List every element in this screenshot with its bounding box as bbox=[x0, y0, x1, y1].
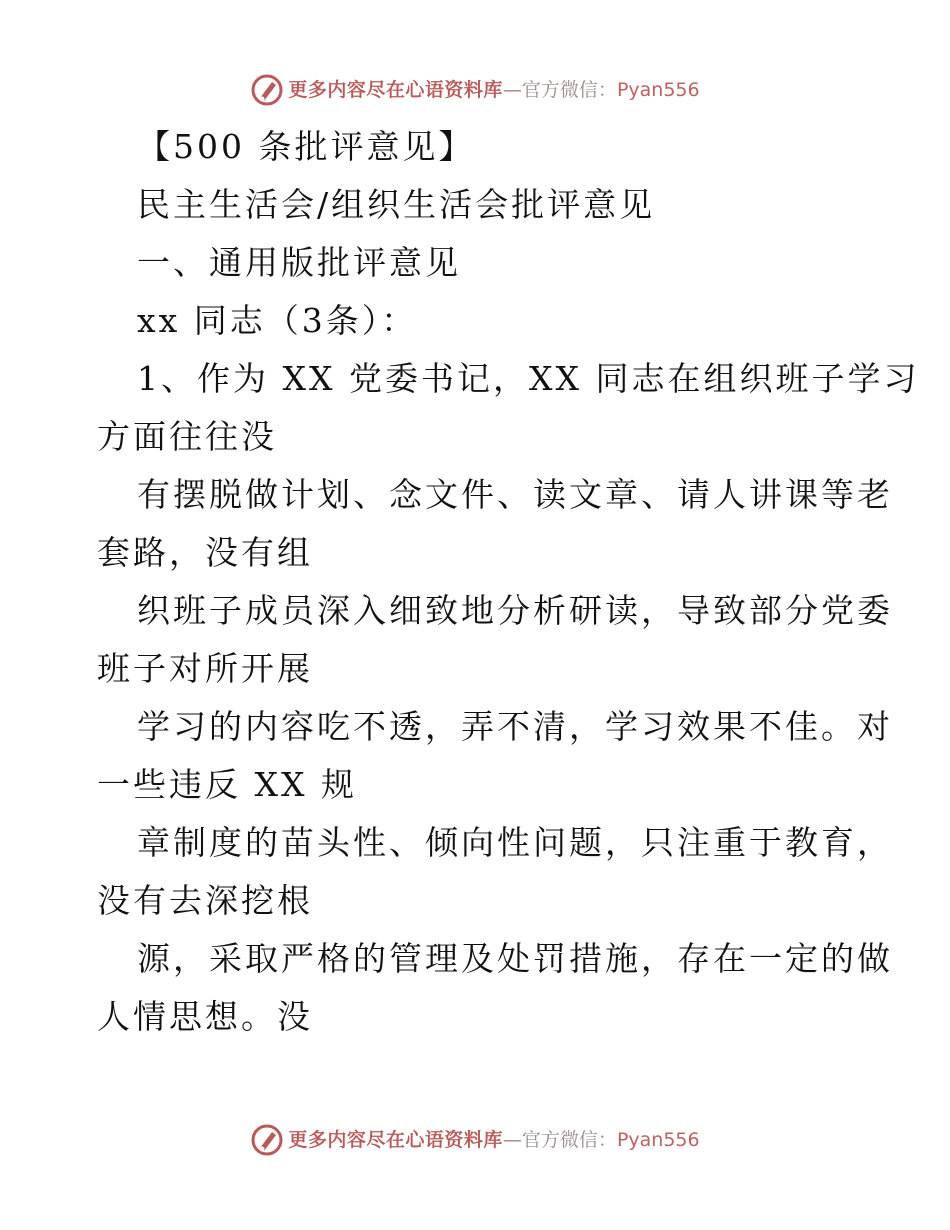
site-name: 更多内容尽在心语资料库 bbox=[288, 1129, 503, 1151]
doc-subtitle: 民主生活会/组织生活会批评意见 bbox=[137, 185, 656, 224]
paragraph-line: 人情思想。没 bbox=[97, 997, 313, 1036]
comrade-heading: xx 同志（3条）： bbox=[137, 301, 418, 340]
banner-dash: — bbox=[502, 79, 522, 101]
paragraph-line: 1、作为 XX 党委书记，XX 同志在组织班子学习 bbox=[137, 359, 920, 398]
paragraph-line: 源，采取严格的管理及处罚措施，存在一定的做 bbox=[137, 939, 893, 978]
wechat-id: Pyan556 bbox=[616, 1129, 700, 1151]
paragraph-line: 套路，没有组 bbox=[97, 533, 313, 572]
paragraph-line: 方面往往没 bbox=[97, 417, 277, 456]
paragraph-line: 一些违反 XX 规 bbox=[97, 765, 357, 804]
paragraph-line: 有摆脱做计划、念文件、读文章、请人讲课等老 bbox=[137, 475, 893, 514]
section-heading: 一、通用版批评意见 bbox=[137, 243, 461, 282]
footer-watermark bbox=[0, 1122, 950, 1158]
paragraph-line: 学习的内容吃不透，弄不清，学习效果不佳。对 bbox=[137, 707, 893, 746]
document-body bbox=[97, 118, 920, 1046]
site-name: 更多内容尽在心语资料库 bbox=[288, 79, 503, 101]
wechat-label: 官方微信： bbox=[521, 79, 617, 101]
pen-logo-icon bbox=[250, 73, 284, 107]
banner-dash: — bbox=[502, 1129, 522, 1151]
header-watermark bbox=[0, 72, 950, 108]
wechat-id: Pyan556 bbox=[616, 79, 700, 101]
doc-title: 【500 条批评意见】 bbox=[137, 127, 475, 166]
pen-logo-icon bbox=[250, 1123, 284, 1157]
paragraph-line: 织班子成员深入细致地分析研读，导致部分党委 bbox=[137, 591, 893, 630]
paragraph-line: 章制度的苗头性、倾向性问题，只注重于教育， bbox=[137, 823, 893, 862]
wechat-label: 官方微信： bbox=[521, 1129, 617, 1151]
paragraph-line: 班子对所开展 bbox=[97, 649, 313, 688]
paragraph-line: 没有去深挖根 bbox=[97, 881, 313, 920]
